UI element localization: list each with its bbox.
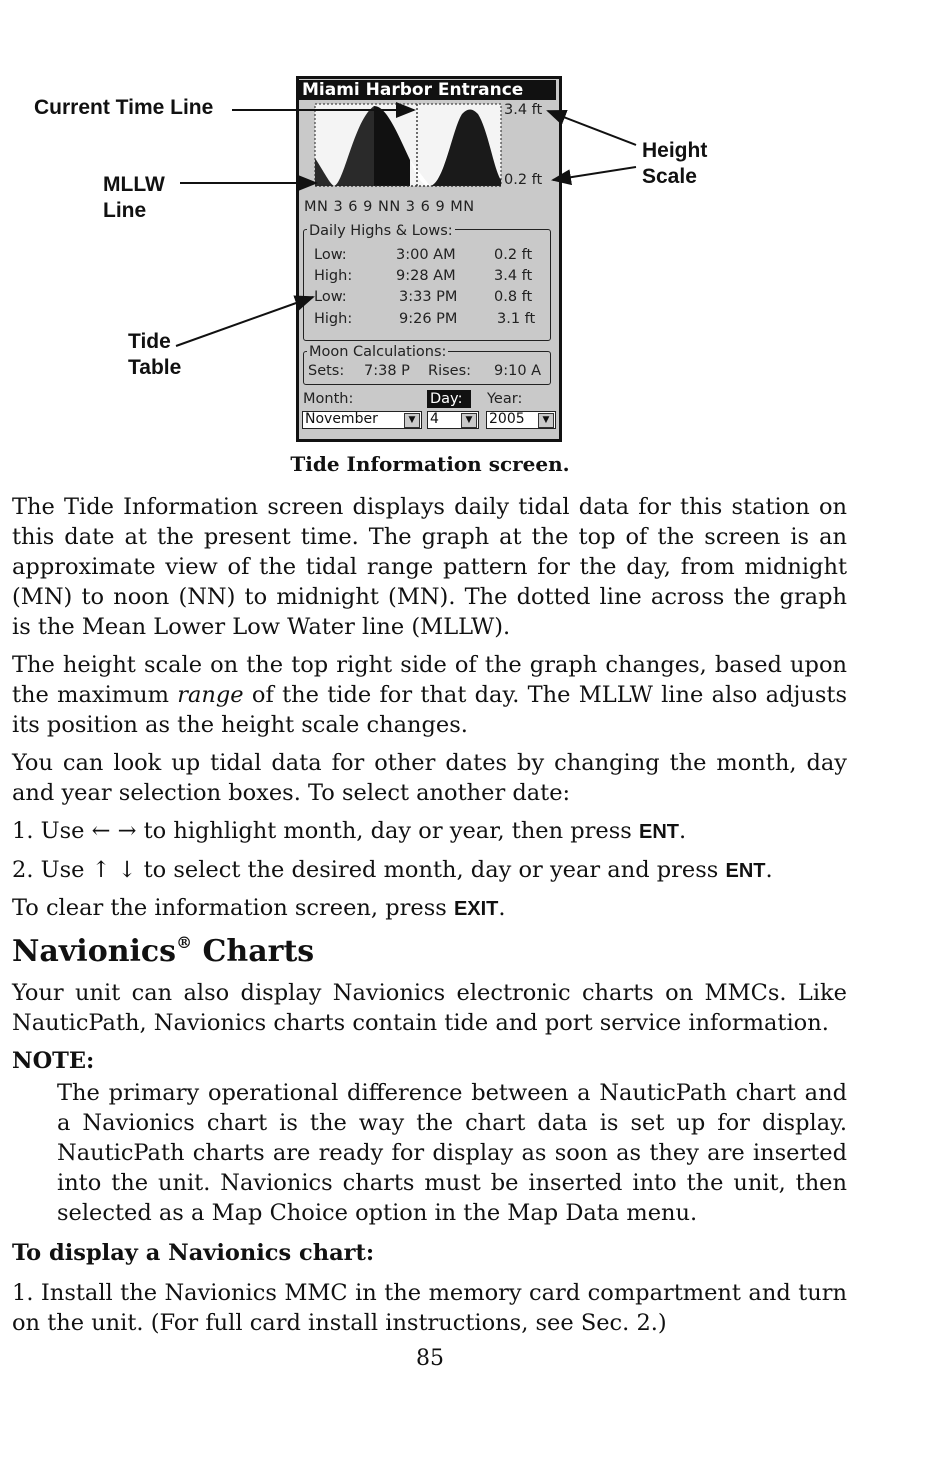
year-label: Year: (487, 391, 523, 407)
key-ent: ENT (639, 821, 679, 843)
callout-tide-table: Tide Table (128, 330, 182, 379)
arrow-tide-table (176, 297, 313, 346)
paragraph-5: Your unit can also display Navionics electronic charts on MMCs. Like NauticPath, Navionics charts contain tide and port service information. (12, 980, 847, 1036)
paragraph-1: The Tide Information screen displays daily tidal data for this station on this date at the present time. The graph at the top of the screen is an approximate view of the tidal range pattern for the day, from midnight (MN) to noon (NN) to midnight (MN). The dotted line across the graph is the Mean Lower Low Water line (MLLW). (12, 494, 847, 640)
key-exit: EXIT (453, 898, 499, 920)
callout-current-time-line: Current Time Line (34, 96, 214, 119)
moon-title: Moon Calculations: (309, 344, 447, 360)
arrow-height-min (553, 167, 636, 180)
chevron-down-icon: ▼ (461, 413, 477, 428)
note-label: NOTE: (12, 1048, 95, 1074)
callout-height-scale: Height Scale (642, 139, 708, 188)
paragraph-4: To clear the information screen, press EXIT. (12, 895, 506, 921)
step-1: 1. Use ← → to highlight month, day or year, then press ENT. (12, 818, 687, 844)
screen-title: Miami Harbor Entrance (298, 80, 556, 100)
scale-min-label: 0.2 ft (504, 172, 543, 188)
subheading: To display a Navionics chart: (12, 1240, 375, 1266)
chevron-down-icon: ▼ (404, 413, 420, 428)
figure-caption: Tide Information screen. (290, 452, 570, 476)
paragraph-3: You can look up tidal data for other dates by changing the month, day and year selection boxes. To select another date: (12, 750, 847, 806)
callout-mllw-line: MLLW Line (103, 173, 165, 222)
day-select[interactable]: 4 ▼ (427, 411, 479, 429)
month-select[interactable]: November ▼ (302, 411, 422, 429)
time-axis-label: MN 3 6 9 NN 3 6 9 MN (304, 199, 475, 215)
step-2: 2. Use ↑ ↓ to select the desired month, day or year and press ENT. (12, 857, 773, 883)
callout-arrows (0, 0, 760, 400)
day-label-highlighted: Day: (427, 390, 471, 408)
month-label: Month: (303, 391, 354, 407)
year-select[interactable]: 2005 ▼ (486, 411, 556, 429)
paragraph-2: The height scale on the top right side of the graph changes, based upon the maximum range of the tide for that day. The MLLW line also adjusts its position as the height scale changes. (12, 652, 848, 738)
section-heading: Navionics® Charts (12, 933, 315, 969)
highs-lows-title: Daily Highs & Lows: (309, 223, 453, 239)
chevron-down-icon: ▼ (538, 413, 554, 428)
scale-max-label: 3.4 ft (504, 102, 543, 118)
page-number: 85 (416, 1346, 444, 1371)
key-ent: ENT (725, 860, 766, 882)
arrow-height-max (548, 111, 636, 145)
note-text: The primary operational difference between a NauticPath chart and a Navionics chart is the way the chart data is set up for display. NauticPath charts are ready for display as soon as they are inserted into the unit. Navionics charts must be inserted into the unit, then selected as a Map Choice option in the Map Data menu. (57, 1080, 847, 1226)
step-install: 1. Install the Navionics MMC in the memory card compartment and turn on the unit. (For full card install instructions, see Sec. 2.) (12, 1280, 847, 1336)
